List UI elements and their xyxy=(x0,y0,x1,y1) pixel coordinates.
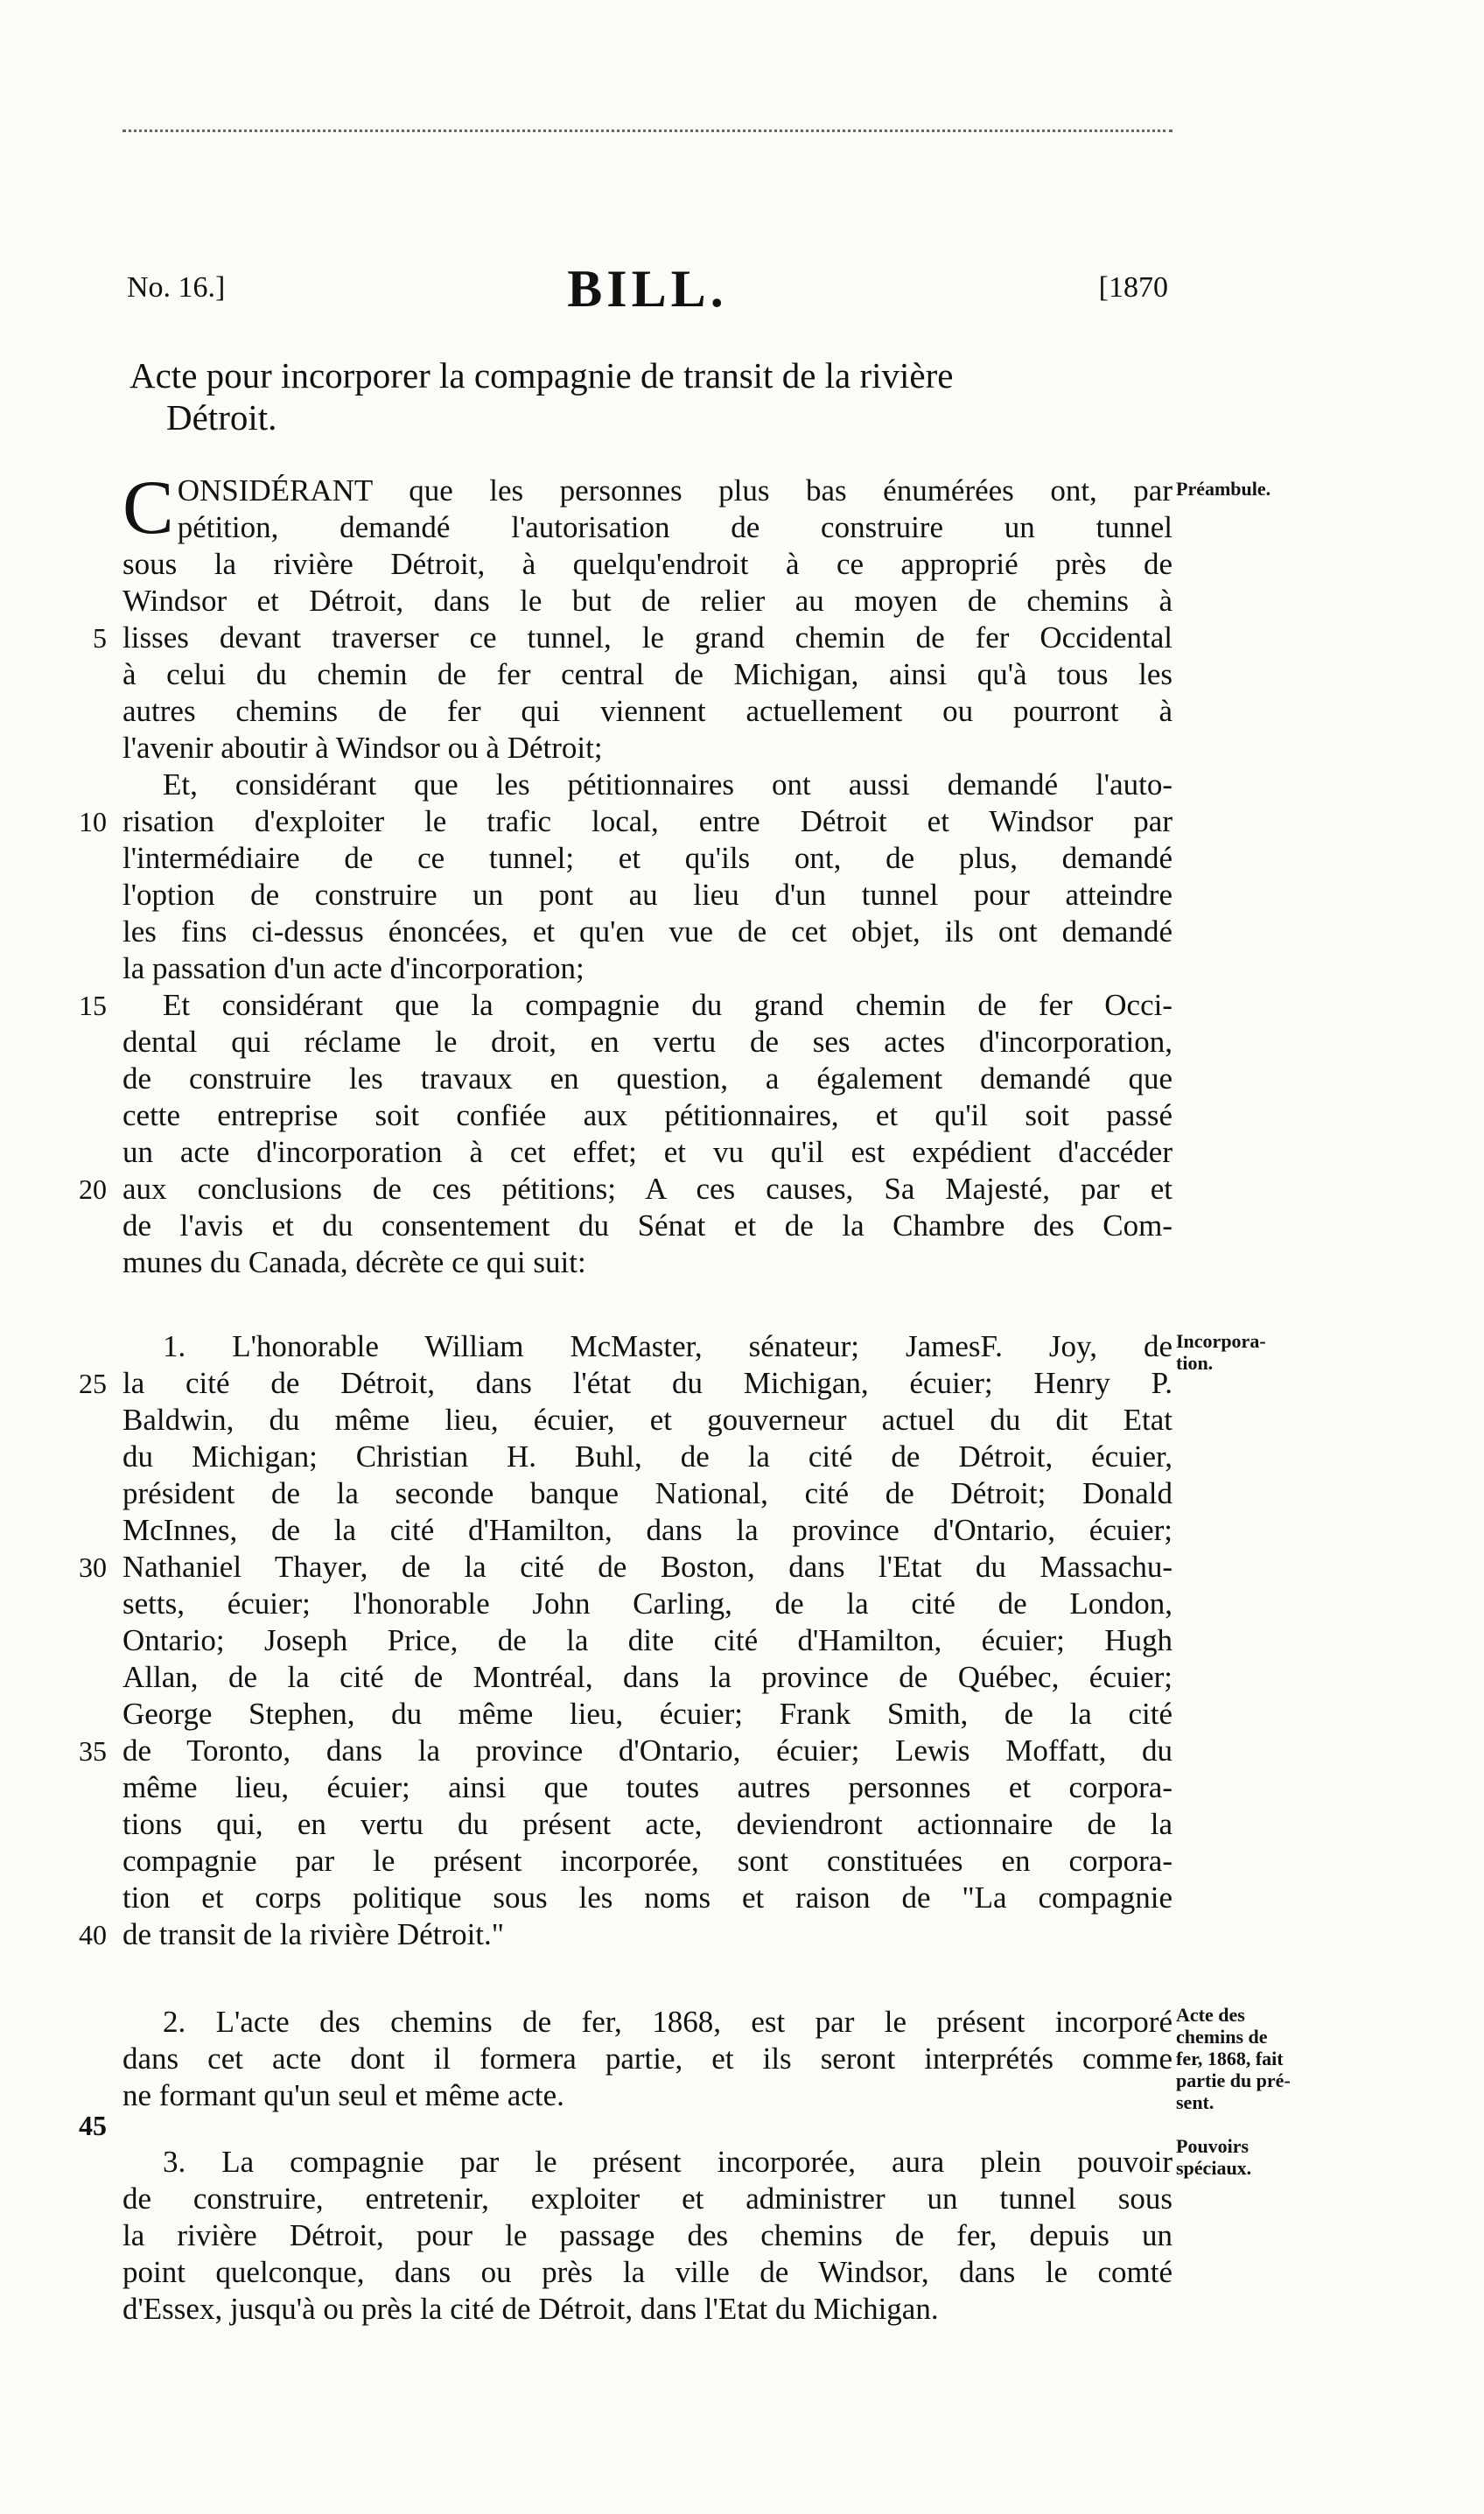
bill-year: [1870 xyxy=(1098,271,1168,304)
text-line: du Michigan; Christian H. Buhl, de la cité de Détroit, écuier, xyxy=(122,1439,1172,1474)
margin-note-incorporation: Incorpora- tion. xyxy=(1176,1330,1266,1374)
line-number: 35 xyxy=(79,1735,107,1767)
text-line: même lieu, écuier; ainsi que toutes autres personnes et corpora- xyxy=(122,1770,1172,1804)
text-line: la passation d'un acte d'incorporation; xyxy=(122,951,584,985)
text-line: cette entreprise soit confiée aux pétitionnaires, et qu'il soit passé xyxy=(122,1098,1172,1132)
text-line: l'avenir aboutir à Windsor ou à Détroit; xyxy=(122,731,603,765)
text-line: l'intermédiaire de ce tunnel; et qu'ils ont, de plus, demandé xyxy=(122,841,1172,875)
text-line: George Stephen, du même lieu, écuier; Frank Smith, de la cité xyxy=(122,1697,1172,1731)
act-title-line-1: Acte pour incorporer la compagnie de transit de la rivière xyxy=(130,355,954,396)
line-number: 40 xyxy=(79,1919,107,1950)
text-line: Baldwin, du même lieu, écuier, et gouverneur actuel du dit Etat xyxy=(122,1403,1172,1437)
line-number: 25 xyxy=(79,1368,107,1399)
text-line: 3. La compagnie par le présent incorporée, aura plein pouvoir xyxy=(163,2145,1172,2179)
text-line: 1. L'honorable William McMaster, sénateur; JamesF. Joy, de xyxy=(163,1329,1172,1363)
text-line: l'option de construire un pont au lieu d'un tunnel pour atteindre xyxy=(122,878,1172,912)
text-line: setts, écuier; l'honorable John Carling, de la cité de London, xyxy=(122,1586,1172,1621)
line-number: 10 xyxy=(79,806,107,837)
text-line: dental qui réclame le droit, en vertu de ses actes d'incorporation, xyxy=(122,1025,1172,1059)
text-line: Windsor et Détroit, dans le but de relier au moyen de chemins à xyxy=(122,584,1172,618)
text-line: tions qui, en vertu du présent acte, deviendront actionnaire de la xyxy=(122,1807,1172,1841)
text-line: compagnie par le présent incorporée, sont constituées en corpora- xyxy=(122,1844,1172,1878)
text-line: Nathaniel Thayer, de la cité de Boston, dans l'Etat du Massachu- xyxy=(122,1550,1172,1584)
margin-note-acte: Acte des chemins de fer, 1868, fait partie du pré- sent. xyxy=(1176,2004,1291,2113)
text-line: autres chemins de fer qui viennent actuellement ou pourront à xyxy=(122,694,1172,728)
text-line: 2. L'acte des chemins de fer, 1868, est par le présent incorporé xyxy=(163,2005,1172,2039)
text-line: risation d'exploiter le trafic local, entre Détroit et Windsor par xyxy=(122,804,1172,838)
section-3 xyxy=(122,2144,1172,2328)
text-line: aux conclusions de ces pétitions; A ces causes, Sa Majesté, par et xyxy=(122,1172,1172,1206)
line-number: 45 xyxy=(79,2110,107,2141)
act-title xyxy=(130,354,1180,438)
text-line: de transit de la rivière Détroit." xyxy=(122,1917,505,1951)
bill-number: No. 16.] xyxy=(127,271,226,304)
text-line: président de la seconde banque National, cité de Détroit; Donald xyxy=(122,1476,1172,1510)
text-line: sous la rivière Détroit, à quelqu'endroit à ce approprié près de xyxy=(122,547,1172,581)
margin-note-pouvoirs: Pouvoirs spéciaux. xyxy=(1176,2135,1252,2179)
text-line: les fins ci-dessus énoncées, et qu'en vue de cet objet, ils ont demandé xyxy=(122,914,1172,949)
text-line: de construire les travaux en question, a également demandé que xyxy=(122,1061,1172,1096)
text-line: la rivière Détroit, pour le passage des chemins de fer, depuis un xyxy=(122,2218,1172,2252)
section-2 xyxy=(122,2004,1172,2114)
text-line: munes du Canada, décrète ce qui suit: xyxy=(122,1245,586,1279)
text-line: tion et corps politique sous les noms et raison de "La compagnie xyxy=(122,1880,1172,1915)
text-line: ne formant qu'un seul et même acte. xyxy=(122,2078,564,2112)
preamble xyxy=(122,466,1172,1281)
act-title-line-2: Détroit. xyxy=(166,397,277,438)
text-line: ONSIDÉRANT que les personnes plus bas énumérées ont, par xyxy=(177,473,1172,508)
text-line: Et considérant que la compagnie du grand chemin de fer Occi- xyxy=(163,988,1172,1022)
text-line: Et, considérant que les pétitionnaires ont aussi demandé l'auto- xyxy=(163,767,1172,802)
drop-cap: C xyxy=(122,466,174,550)
text-line: de construire, entretenir, exploiter et administrer un tunnel sous xyxy=(122,2181,1172,2216)
text-line: à celui du chemin de fer central de Michigan, ainsi qu'à tous les xyxy=(122,657,1172,691)
text-line: pétition, demandé l'autorisation de construire un tunnel xyxy=(177,510,1172,544)
text-line: point quelconque, dans ou près la ville de Windsor, dans le comté xyxy=(122,2255,1172,2289)
section-1 xyxy=(122,1328,1172,1953)
text-line: un acte d'incorporation à cet effet; et vu qu'il est expédient d'accéder xyxy=(122,1135,1172,1169)
text-line: de Toronto, dans la province d'Ontario, écuier; Lewis Moffatt, du xyxy=(122,1733,1172,1768)
text-line: McInnes, de la cité d'Hamilton, dans la province d'Ontario, écuier; xyxy=(122,1513,1172,1547)
text-line: Allan, de la cité de Montréal, dans la province de Québec, écuier; xyxy=(122,1660,1172,1694)
bill-title: BILL. xyxy=(567,260,728,318)
text-line: dans cet acte dont il formera partie, et ils seront interprétés comme xyxy=(122,2041,1172,2076)
bill-header xyxy=(127,259,1168,329)
text-line: lisses devant traverser ce tunnel, le grand chemin de fer Occidental xyxy=(122,620,1172,655)
text-line: de l'avis et du consentement du Sénat et de la Chambre des Com- xyxy=(122,1208,1172,1243)
text-line: la cité de Détroit, dans l'état du Michigan, écuier; Henry P. xyxy=(122,1366,1172,1400)
margin-note-preamble: Préambule. xyxy=(1176,478,1271,500)
line-number: 30 xyxy=(79,1551,107,1583)
line-number: 20 xyxy=(79,1173,107,1205)
top-rule xyxy=(122,130,1172,132)
text-line: Ontario; Joseph Price, de la dite cité d'Hamilton, écuier; Hugh xyxy=(122,1623,1172,1657)
text-line: d'Essex, jusqu'à ou près la cité de Détroit, dans l'Etat du Michigan. xyxy=(122,2292,939,2326)
line-number: 15 xyxy=(79,990,107,1021)
line-number: 5 xyxy=(93,622,107,654)
